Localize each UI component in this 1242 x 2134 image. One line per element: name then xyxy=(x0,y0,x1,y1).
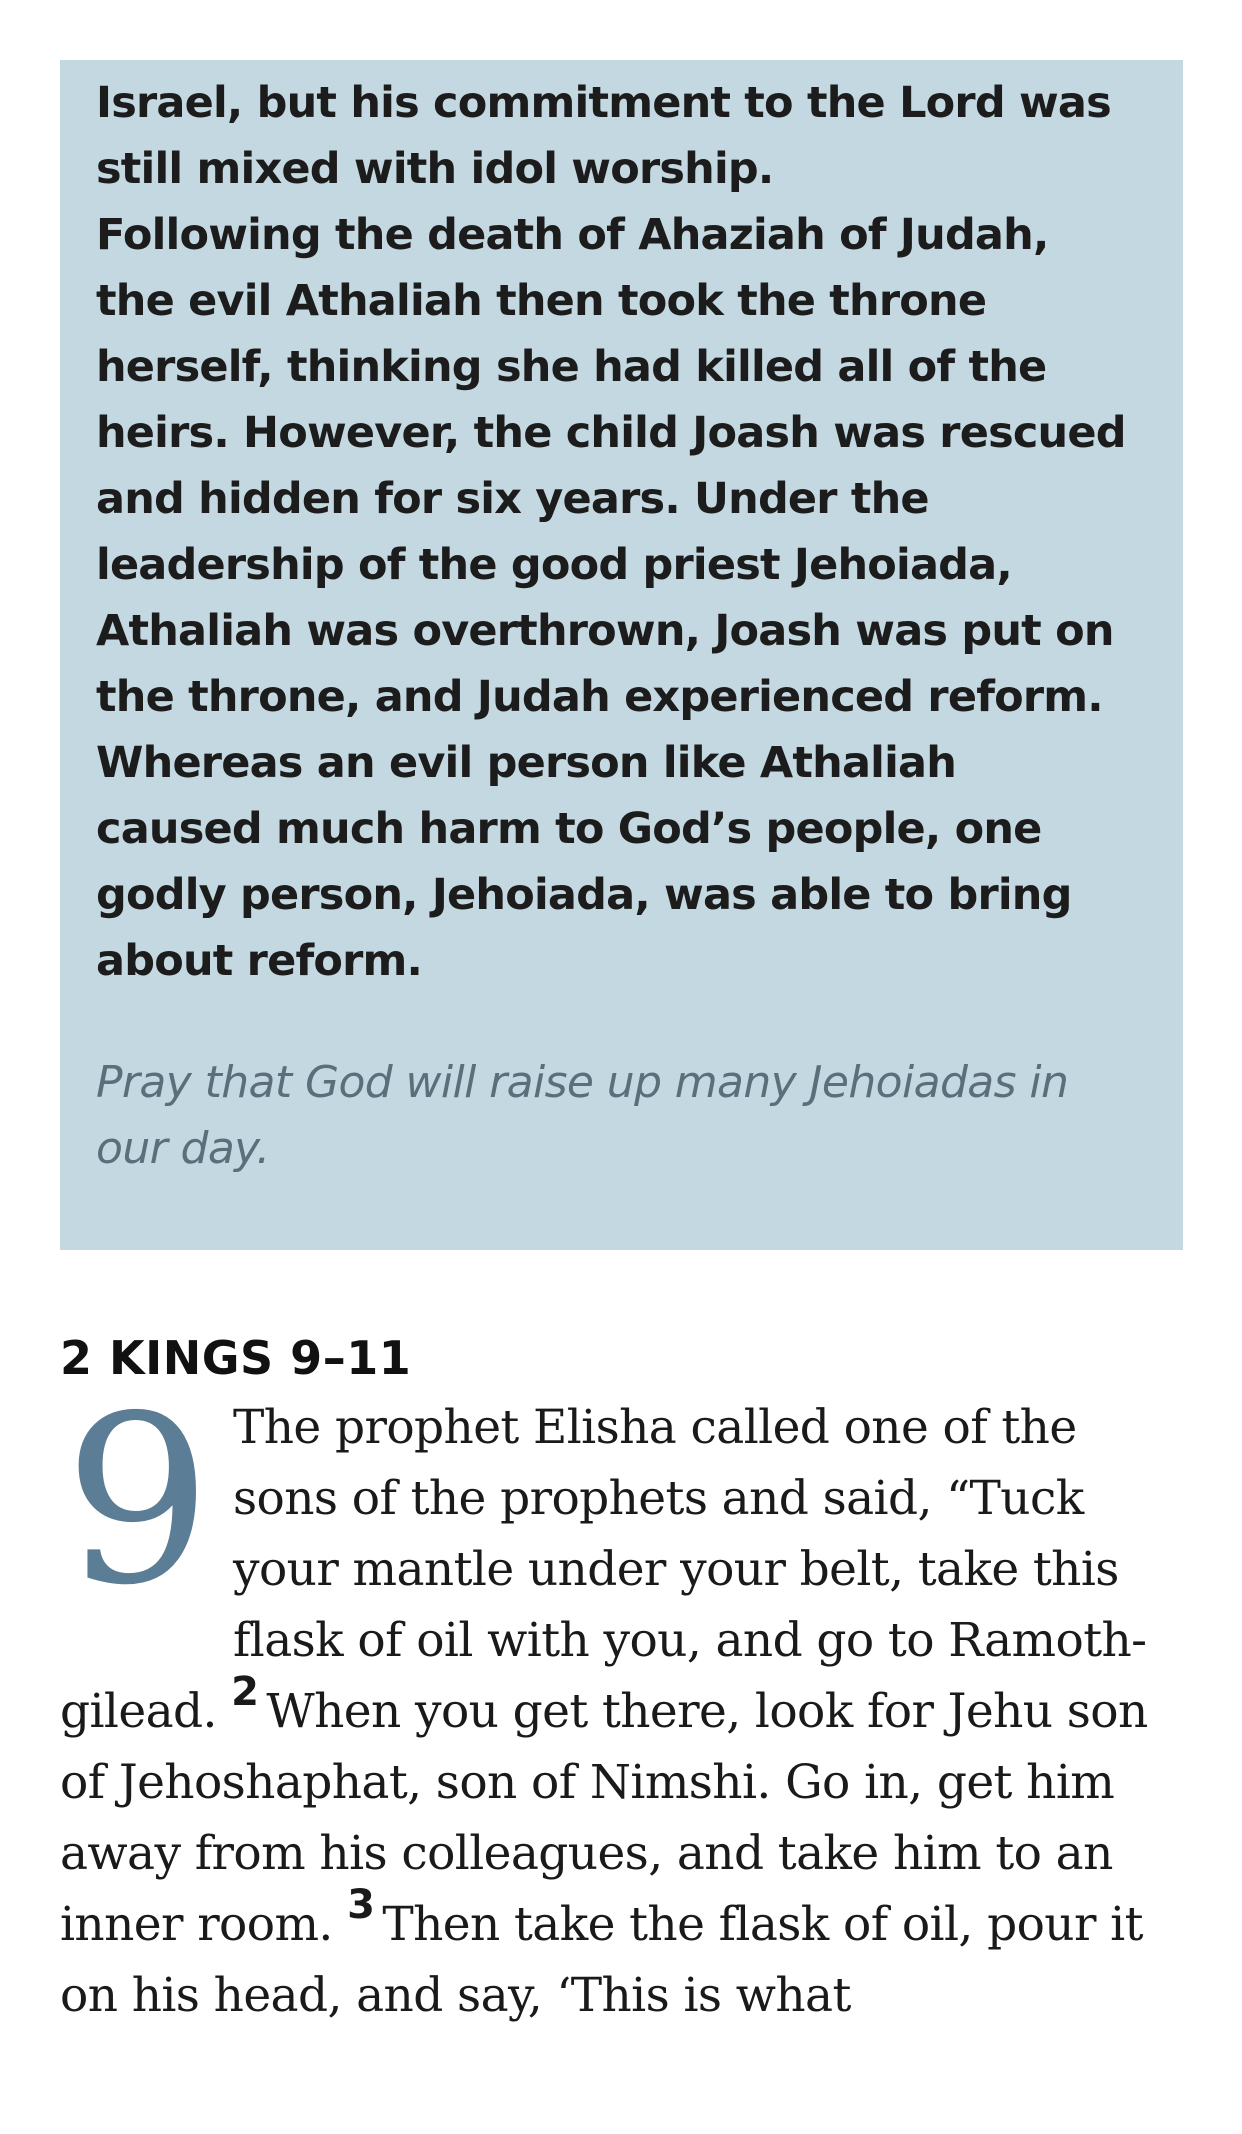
scripture-passage xyxy=(60,1366,1190,2031)
devotional-body xyxy=(96,70,1135,994)
chapter-drop-cap: 9 xyxy=(64,1366,212,1636)
devotional-paragraph-2: Following the death of Ahaziah of Judah, the evil Athaliah then took the throne herself, thinking she had killed all of the heirs. However, the child Joash was rescued and hidden for six years. Under the leadership of the good priest Jehoiada, Athaliah was overthrown, Joash was put on the throne, and Judah experienced reform. Whereas an evil person like Athaliah caused much harm to God’s people, one godly person, Jehoiada, was able to bring about reform. xyxy=(96,210,1126,986)
verse-3-text: Then take the flask of oil, pour it on his head, and say, ‘This is what xyxy=(60,1897,1143,2023)
verse-2-number: 2 xyxy=(231,1669,259,1715)
verse-1-text: The prophet Elisha called one of the sons of the prophets and said, “Tuck your mantle under your belt, take this flask of oil with you, and go to Ramoth-gilead. xyxy=(60,1400,1147,1739)
devotional-paragraph-1: Israel, but his commitment to the Lord was still mixed with idol worship. xyxy=(96,78,1111,194)
verse-2-text: When you get there, look for Jehu son of Jehoshaphat, son of Nimshi. Go in, get him away from his colleagues, and take him to an inner room. xyxy=(60,1684,1148,1952)
chapter-heading: 2 KINGS 9–11 xyxy=(60,1331,412,1385)
devotional-box xyxy=(60,60,1183,1250)
verse-3-number: 3 xyxy=(347,1882,375,1928)
prayer-prompt: Pray that God will raise up many Jehoiadas in our day. xyxy=(96,1057,1069,1174)
